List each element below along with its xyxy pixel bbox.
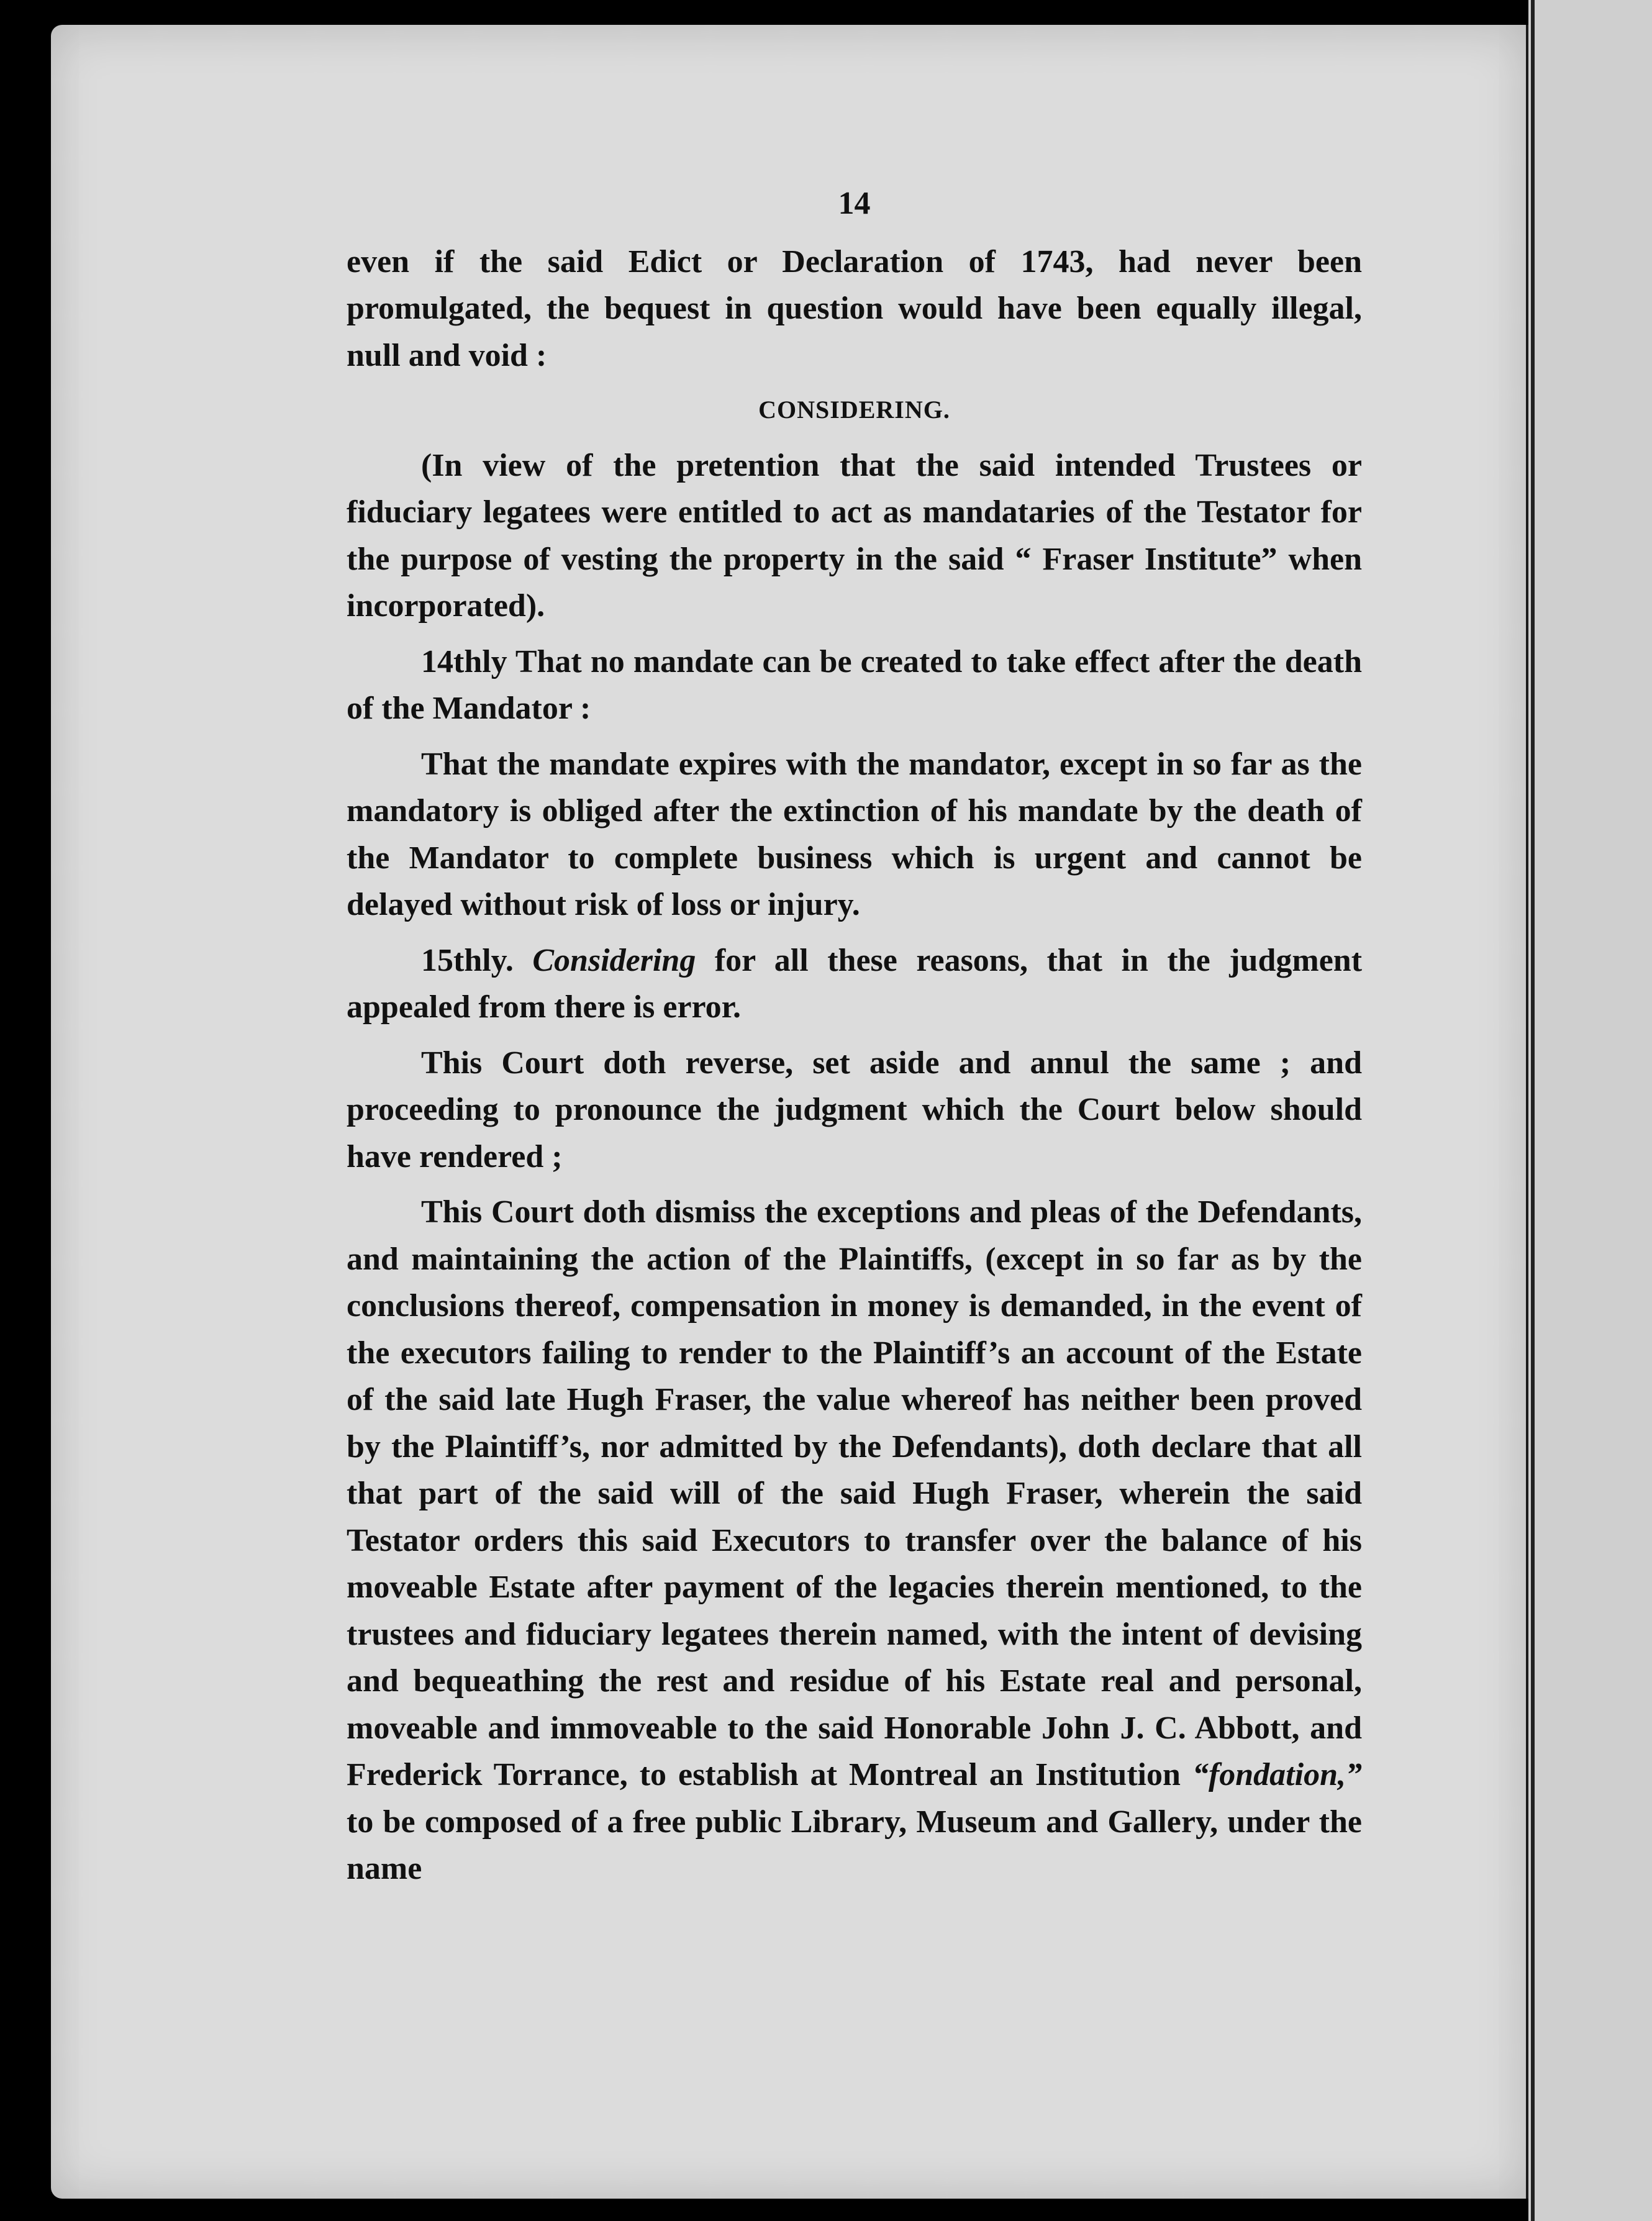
- page-number: 14: [838, 186, 871, 221]
- paragraph-7-text-before: This Court doth dismiss the exceptions and pleas of the Defendants, and maintaining the action of the Plaintiffs, (except in so far as by the conclusions thereof, compensation in money is demanded, in the event of the executors failing to render to the Plaintiff’s an account of the Estate of the said late Hugh Fraser, the value whereof has neither been proved by the Plaintiff’s, nor admitted by the Defendants), doth declare that all that part of the said will of the said Hugh Fraser, wherein the said Testator orders this said Executors to transfer over the balance of his moveable Estate after payment of the legacies therein mentioned, to the trustees and fiduciary legatees therein named, with the intent of devising and bequeathing the rest and residue of his Estate real and personal, moveable and immoveable to the said Honorable John J. C. Abbott, and Frederick Torrance, to establish at Montreal an Institution: [347, 1194, 1362, 1792]
- paragraph-4: That the mandate expires with the mandator, except in so far as the mandatory is obliged after the extinction of his mandate by the death of the Mandator to complete business which is urgent and cannot be delayed without risk of loss or injury.: [347, 746, 1362, 922]
- paragraph-1: even if the said Edict or Declaration of 1743, had never been promulgated, the bequest in question would have been equally illegal, null and void :: [347, 243, 1362, 373]
- paragraph-2: (In view of the pretention that the said intended Trustees or fiduciary legatees were entitled to act as mandataries of the Testator for the purpose of vesting the property in the said “ Fraser Institute” when incorporated).: [347, 447, 1362, 624]
- paragraph-7-text-after: to be composed of a free public Library, Museum and Gallery, under the name: [347, 1804, 1362, 1886]
- adjacent-page-strip: [1528, 0, 1652, 2221]
- paragraph-7: [347, 1189, 1362, 1892]
- paragraph-7-italic: “fondation,”: [1192, 1757, 1362, 1792]
- paragraph-5-lead: 15thly.: [421, 942, 514, 978]
- section-heading: CONSIDERING.: [758, 396, 950, 424]
- adjacent-page-edge: [1531, 0, 1535, 2221]
- document-text: [347, 180, 1362, 1892]
- paragraph-6: This Court doth reverse, set aside and annul the same ; and proceeding to pronounce the judgment which the Court below should have rendered ;: [347, 1045, 1362, 1174]
- paragraph-5-text: for all these reasons, that in the judgment appealed from there is error.: [347, 942, 1363, 1025]
- paragraph-5: [347, 937, 1362, 1031]
- paragraph-5-italic: Considering: [532, 942, 696, 978]
- paragraph-3: 14thly That no mandate can be created to take effect after the death of the Mandator :: [347, 643, 1362, 726]
